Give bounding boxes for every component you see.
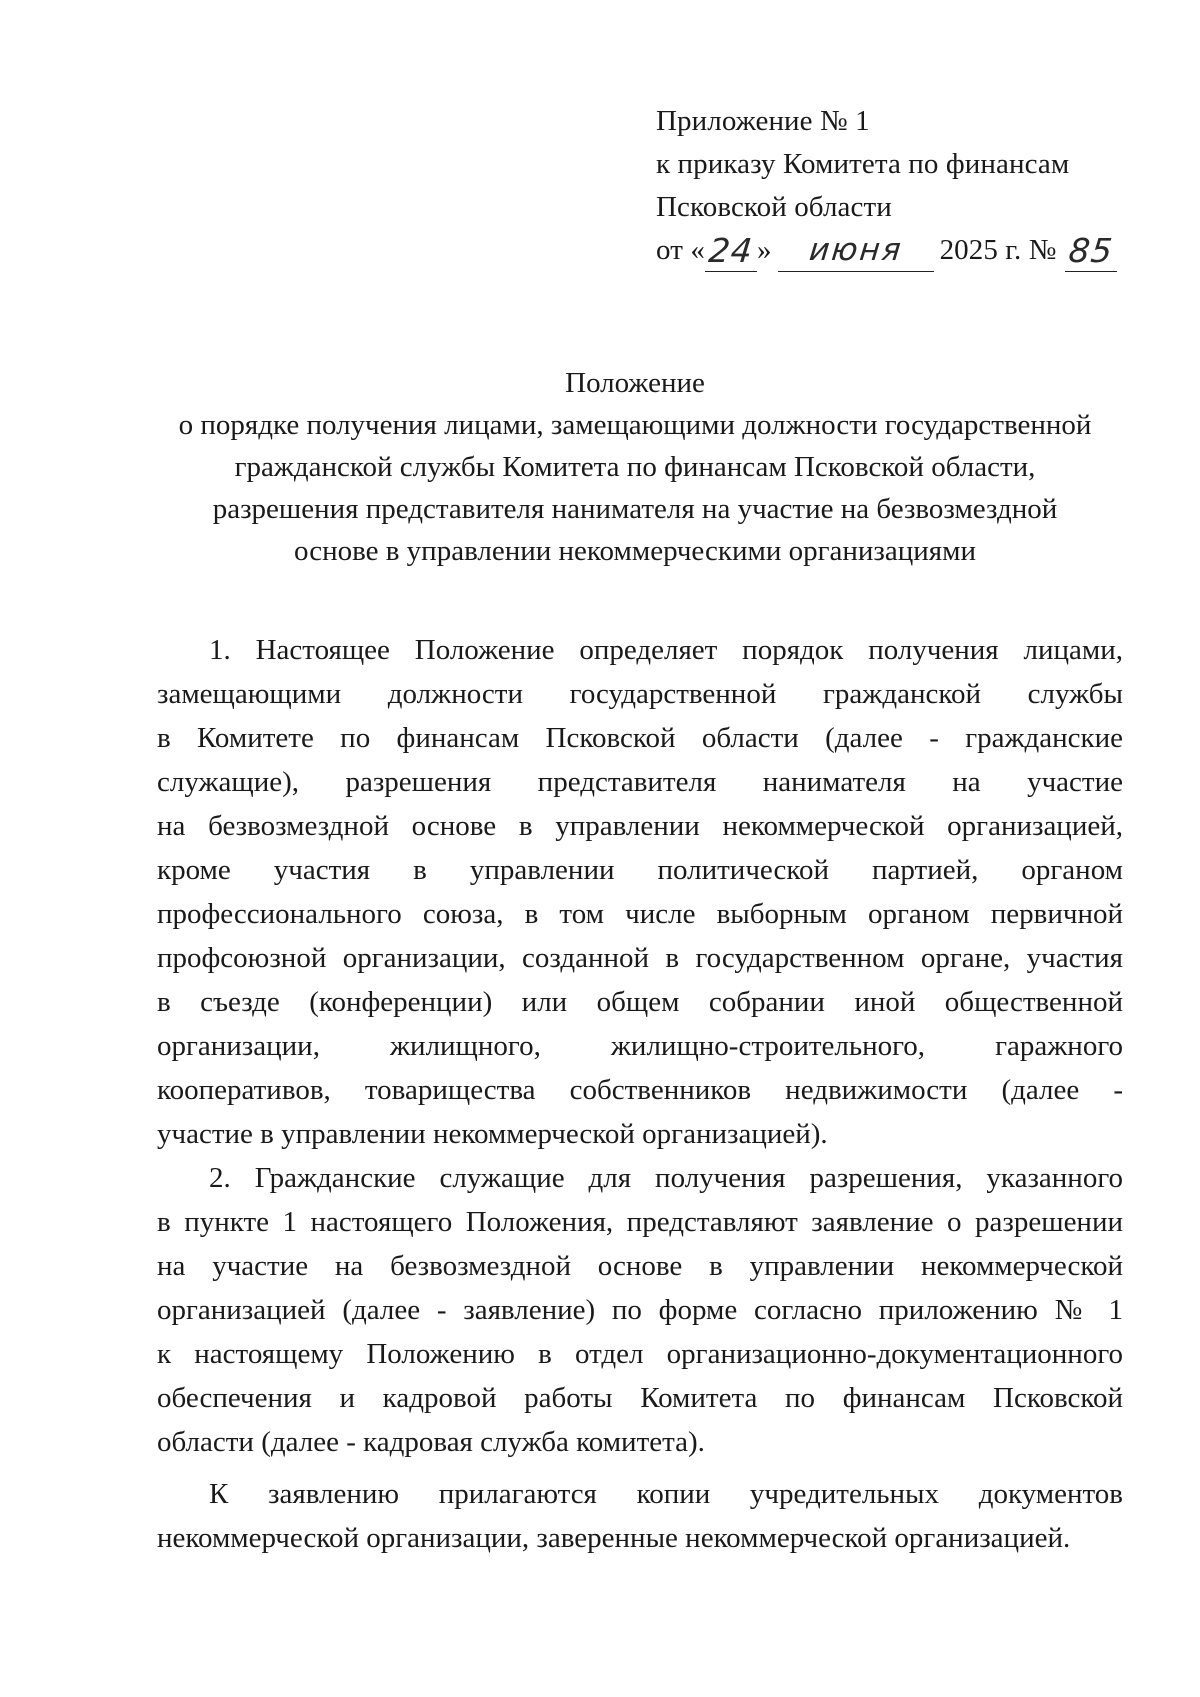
paragraph-line: на участие на безвозмездной основе в управлении некоммерческой <box>157 1250 1123 1282</box>
appendix-header <box>656 100 1136 272</box>
title-heading: Положение <box>565 367 705 399</box>
paragraph-line: кооперативов, товарищества собственников недвижимости (далее - <box>157 1074 1123 1106</box>
paragraph-line: кроме участия в управлении политической партией, органом <box>157 854 1123 886</box>
date-year-label: 2025 г. № <box>939 234 1057 266</box>
paragraph-line: организацией (далее - заявление) по форме согласно приложению № 1 <box>157 1294 1123 1326</box>
paragraph-line: обеспечения и кадровой работы Комитета по финансам Псковской <box>157 1382 1123 1414</box>
paragraph-1 <box>157 628 1123 1156</box>
title-line: разрешения представителя нанимателя на участие на безвозмездной <box>212 493 1058 525</box>
paragraph-line: К заявлению прилагаются копии учредительных документов <box>209 1478 1123 1510</box>
paragraph-line: в съезде (конференции) или общем собрании иной общественной <box>157 986 1123 1018</box>
appendix-number: Приложение № 1 <box>656 105 870 137</box>
paragraph-line: области (далее - кадровая служба комитета). <box>157 1426 705 1458</box>
document-title <box>140 362 1130 572</box>
region-name: Псковской области <box>656 191 892 223</box>
order-date-line <box>656 229 1136 272</box>
date-prefix: от « <box>656 234 705 266</box>
paragraph-line: профсоюзной организации, созданной в государственном органе, участия <box>157 942 1123 974</box>
paragraph-line: некоммерческой организации, заверенные некоммерческой организацией. <box>157 1522 1071 1554</box>
paragraph-line: на безвозмездной основе в управлении некоммерческой организацией, <box>157 810 1123 842</box>
document-body <box>157 628 1123 1560</box>
paragraph-2 <box>157 1156 1123 1464</box>
date-day-field <box>705 231 757 272</box>
paragraph-line: в Комитете по финансам Псковской области (далее - гражданские <box>157 722 1123 754</box>
title-line: о порядке получения лицами, замещающими должности государственной <box>178 409 1092 441</box>
order-number-field <box>1065 231 1117 272</box>
title-line: гражданской службы Комитета по финансам Псковской области, <box>234 451 1036 483</box>
paragraph-line: в пункте 1 настоящего Положения, представляют заявление о разрешении <box>157 1206 1123 1238</box>
date-month-field <box>778 232 934 272</box>
date-month-handwritten: июня <box>807 232 905 268</box>
title-line: основе в управлении некоммерческими организациями <box>293 535 977 567</box>
paragraph-line: 1. Настоящее Положение определяет порядок получения лицами, <box>209 634 1123 666</box>
paragraph-line: замещающими должности государственной гражданской службы <box>157 678 1123 710</box>
paragraph-line: служащие), разрешения представителя нанимателя на участие <box>157 766 1123 798</box>
date-day-handwritten: 24 <box>706 231 756 270</box>
order-number-handwritten: 85 <box>1066 231 1115 270</box>
paragraph-line: профессионального союза, в том числе выборным органом первичной <box>157 898 1123 930</box>
paragraph-line: участие в управлении некоммерческой организацией). <box>157 1118 828 1150</box>
date-quote-close: » <box>756 234 772 266</box>
paragraph-line: к настоящему Положению в отдел организационно-документационного <box>157 1338 1123 1370</box>
order-reference: к приказу Комитета по финансам <box>656 148 1070 180</box>
paragraph-line: 2. Гражданские служащие для получения разрешения, указанного <box>209 1162 1123 1194</box>
paragraph-3 <box>157 1472 1123 1560</box>
paragraph-line: организации, жилищного, жилищно-строительного, гаражного <box>157 1030 1123 1062</box>
